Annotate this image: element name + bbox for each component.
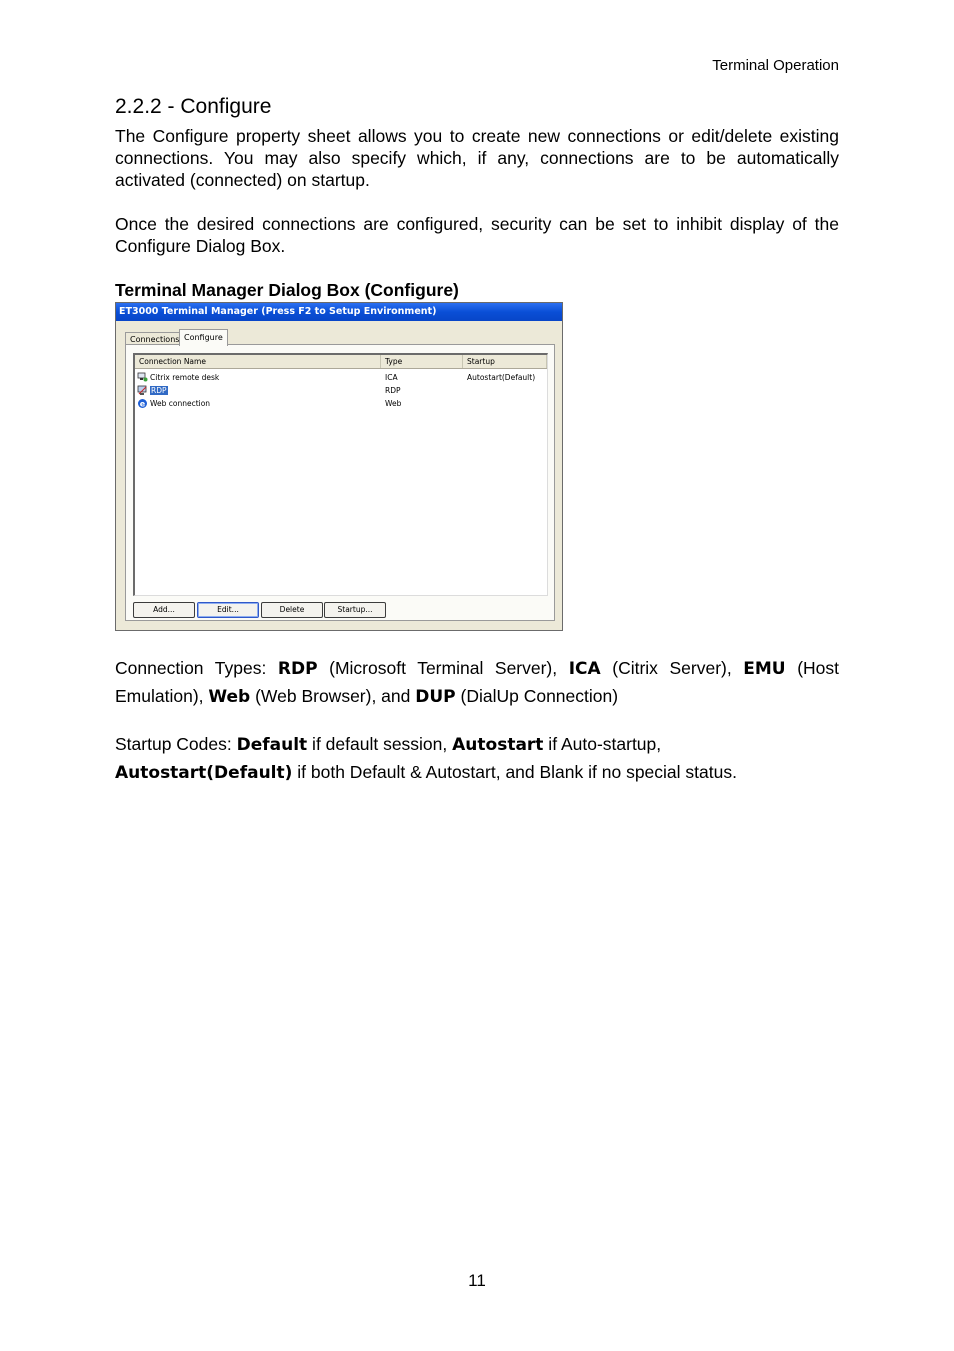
running-header: Terminal Operation (712, 57, 839, 74)
startup-codes-prefix: Startup Codes: (115, 734, 237, 754)
autostart-description: if Auto-startup, (543, 734, 662, 754)
tab-connections[interactable]: Connections (125, 332, 184, 346)
keyword-emu: EMU (743, 659, 786, 679)
connection-type: ICA (385, 373, 398, 382)
web-description: (Web Browser), and (250, 686, 416, 706)
connection-types-paragraph (115, 655, 839, 711)
delete-button[interactable]: Delete (261, 602, 323, 618)
column-header-startup[interactable]: Startup (463, 355, 547, 368)
figure-caption: Terminal Manager Dialog Box (Configure) (115, 280, 459, 300)
keyword-autostart-default: Autostart(Default) (115, 763, 293, 783)
security-paragraph: Once the desired connections are configured, security can be set to inhibit display of the Configure Dialog Box. (115, 214, 839, 256)
svg-text:e: e (139, 399, 146, 409)
configure-tab-panel (125, 344, 555, 621)
keyword-dup: DUP (415, 687, 456, 707)
list-item-citrix[interactable] (135, 371, 547, 384)
connection-name: Web connection (150, 399, 211, 408)
connection-type: Web (385, 399, 402, 408)
emu-description: (Host Emulation), (115, 658, 839, 706)
connection-name: RDP (151, 386, 167, 395)
tab-configure[interactable]: Configure (179, 329, 228, 346)
autostart-default-description: if both Default & Autostart, and Blank if no special status. (292, 762, 737, 782)
column-header-type[interactable]: Type (381, 355, 463, 368)
startup-codes-paragraph (115, 731, 839, 787)
internet-explorer-icon (137, 398, 148, 409)
list-item-web[interactable] (135, 397, 547, 410)
section-heading: 2.2.2 - Configure (115, 95, 272, 118)
connection-types-prefix: Connection Types: (115, 658, 278, 678)
page-number: 11 (468, 1271, 486, 1290)
default-description: if default session, (307, 734, 453, 754)
terminal-manager-dialog (115, 302, 563, 631)
dup-description: (DialUp Connection) (455, 686, 619, 706)
keyword-rdp: RDP (277, 659, 318, 679)
edit-button[interactable]: Edit... (197, 602, 259, 618)
connection-type: RDP (385, 386, 401, 395)
dialog-title-bar[interactable]: ET3000 Terminal Manager (Press F2 to Setup Environment) (116, 303, 562, 321)
connection-list[interactable] (133, 353, 548, 596)
list-item-rdp[interactable] (135, 384, 547, 397)
list-header (135, 355, 547, 369)
keyword-ica: ICA (568, 659, 601, 679)
startup-button[interactable]: Startup... (324, 602, 386, 618)
ica-description: (Citrix Server), (600, 658, 744, 678)
intro-paragraph: The Configure property sheet allows you to create new connections or edit/delete existing connections. You may also specify which, if any, connections are to be automatically activated (connected) on startup. (115, 126, 839, 190)
keyword-autostart: Autostart (452, 735, 544, 755)
rdp-description: (Microsoft Terminal Server), (317, 658, 569, 678)
keyword-web: Web (208, 687, 251, 707)
add-button[interactable]: Add... (133, 602, 195, 618)
keyword-default: Default (236, 735, 308, 755)
rdp-icon (137, 385, 148, 396)
citrix-icon (137, 372, 148, 383)
connection-name: Citrix remote desk (150, 373, 220, 382)
connection-startup: Autostart(Default) (467, 373, 536, 382)
column-header-connection-name[interactable]: Connection Name (135, 355, 381, 368)
